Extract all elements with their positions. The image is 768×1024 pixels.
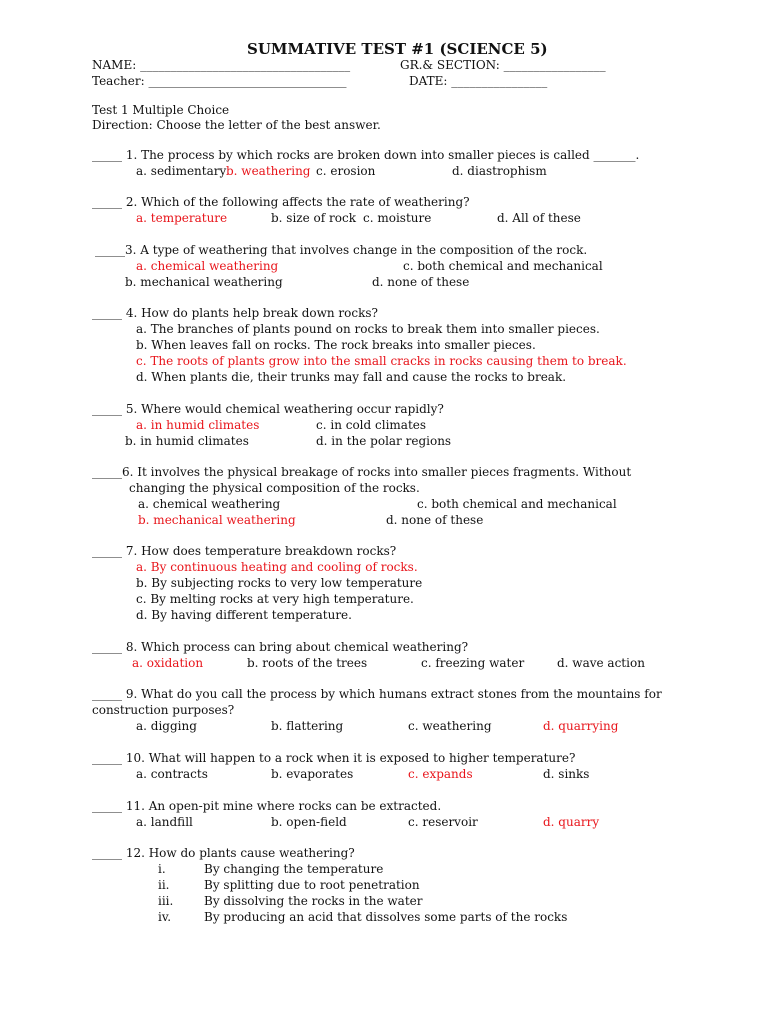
q10-option-a: a. contracts: [136, 767, 208, 781]
question-6-stem-continued: changing the physical composition of the rocks.: [129, 481, 420, 495]
q1-option-a: a. sedimentary: [136, 164, 227, 178]
q12-item-2-number: ii.: [158, 878, 170, 892]
question-10-stem: _____ 10. What will happen to a rock when it is exposed to higher temperature?: [92, 751, 576, 765]
q2-option-a: a. temperature: [136, 211, 228, 225]
q1-option-d: d. diastrophism: [452, 164, 547, 178]
q12-item-2-text: By splitting due to root penetration: [204, 878, 420, 892]
q12-item-1-number: i.: [158, 862, 166, 876]
question-6-stem: _____6. It involves the physical breakage of rocks into smaller pieces fragments. Without: [92, 465, 632, 479]
q5-option-a: a. in humid climates: [136, 418, 260, 432]
q4-option-b: b. When leaves fall on rocks. The rock breaks into smaller pieces.: [136, 338, 536, 352]
q4-option-d: d. When plants die, their trunks may fall and cause the rocks to break.: [136, 370, 567, 384]
q11-option-a: a. landfill: [136, 815, 193, 829]
question-2-stem: _____ 2. Which of the following affects the rate of weathering?: [92, 195, 470, 209]
q7-option-d: d. By having different temperature.: [136, 608, 352, 622]
q5-option-b: b. in humid climates: [125, 434, 249, 448]
q9-option-b: b. flattering: [271, 719, 344, 733]
q7-option-b: b. By subjecting rocks to very low temperature: [136, 576, 423, 590]
q3-option-a: a. chemical weathering: [136, 259, 279, 273]
q6-option-a: a. chemical weathering: [138, 497, 281, 511]
question-11-stem: _____ 11. An open-pit mine where rocks can be extracted.: [92, 799, 442, 813]
q12-item-3-text: By dissolving the rocks in the water: [204, 894, 423, 908]
q2-option-c: c. moisture: [363, 211, 432, 225]
q5-option-c: c. in cold climates: [316, 418, 427, 432]
q7-option-a: a. By continuous heating and cooling of rocks.: [136, 560, 418, 574]
q3-option-c: c. both chemical and mechanical: [403, 259, 603, 273]
q11-option-d: d. quarry: [543, 815, 600, 829]
q12-item-4-text: By producing an acid that dissolves some parts of the rocks: [204, 910, 568, 924]
q4-option-c: c. The roots of plants grow into the small cracks in rocks causing them to break.: [136, 354, 627, 368]
q12-item-1-text: By changing the temperature: [204, 862, 384, 876]
q8-option-a: a. oxidation: [132, 656, 204, 670]
q8-option-b: b. roots of the trees: [247, 656, 368, 670]
q12-item-4-number: iv.: [158, 910, 172, 924]
question-12-stem: _____ 12. How do plants cause weathering?: [92, 846, 355, 860]
question-3-stem: _____3. A type of weathering that involves change in the composition of the rock.: [95, 243, 588, 257]
question-7-stem: _____ 7. How does temperature breakdown rocks?: [92, 544, 397, 558]
q1-option-c: c. erosion: [316, 164, 376, 178]
q10-option-d: d. sinks: [543, 767, 590, 781]
teacher-field: Teacher: _________________________________: [92, 74, 347, 88]
q11-option-c: c. reservoir: [408, 815, 478, 829]
q7-option-c: c. By melting rocks at very high temperature.: [136, 592, 414, 606]
q4-option-a: a. The branches of plants pound on rocks to break them into smaller pieces.: [136, 322, 600, 336]
date-field: DATE: ________________: [409, 74, 548, 88]
q8-option-c: c. freezing water: [421, 656, 525, 670]
q5-option-d: d. in the polar regions: [316, 434, 452, 448]
q10-option-b: b. evaporates: [271, 767, 354, 781]
q3-option-b: b. mechanical weathering: [125, 275, 283, 289]
q9-option-a: a. digging: [136, 719, 197, 733]
question-9-stem-continued: construction purposes?: [92, 703, 235, 717]
q9-option-d: d. quarrying: [543, 719, 619, 733]
q6-option-b: b. mechanical weathering: [138, 513, 296, 527]
name-field: NAME: ___________________________________: [92, 58, 351, 72]
q1-option-b: b. weathering: [226, 164, 311, 178]
q2-option-b: b. size of rock: [271, 211, 356, 225]
grade-section-field: GR.& SECTION: _________________: [400, 58, 606, 72]
q2-option-d: d. All of these: [497, 211, 581, 225]
question-5-stem: _____ 5. Where would chemical weathering occur rapidly?: [92, 402, 444, 416]
test-direction: Direction: Choose the letter of the best answer.: [92, 118, 381, 132]
q12-item-3-number: iii.: [158, 894, 174, 908]
q6-option-c: c. both chemical and mechanical: [417, 497, 617, 511]
q6-option-d: d. none of these: [386, 513, 484, 527]
question-4-stem: _____ 4. How do plants help break down rocks?: [92, 306, 378, 320]
q9-option-c: c. weathering: [408, 719, 492, 733]
question-1-stem: _____ 1. The process by which rocks are broken down into smaller pieces is called _______.: [92, 148, 640, 162]
q8-option-d: d. wave action: [557, 656, 645, 670]
q3-option-d: d. none of these: [372, 275, 470, 289]
test-heading: Test 1 Multiple Choice: [92, 103, 230, 117]
q10-option-c: c. expands: [408, 767, 473, 781]
question-8-stem: _____ 8. Which process can bring about chemical weathering?: [92, 640, 469, 654]
q11-option-b: b. open-field: [271, 815, 347, 829]
question-9-stem: _____ 9. What do you call the process by which humans extract stones from the mountains for: [92, 687, 662, 701]
page-title: SUMMATIVE TEST #1 (SCIENCE 5): [247, 40, 548, 58]
